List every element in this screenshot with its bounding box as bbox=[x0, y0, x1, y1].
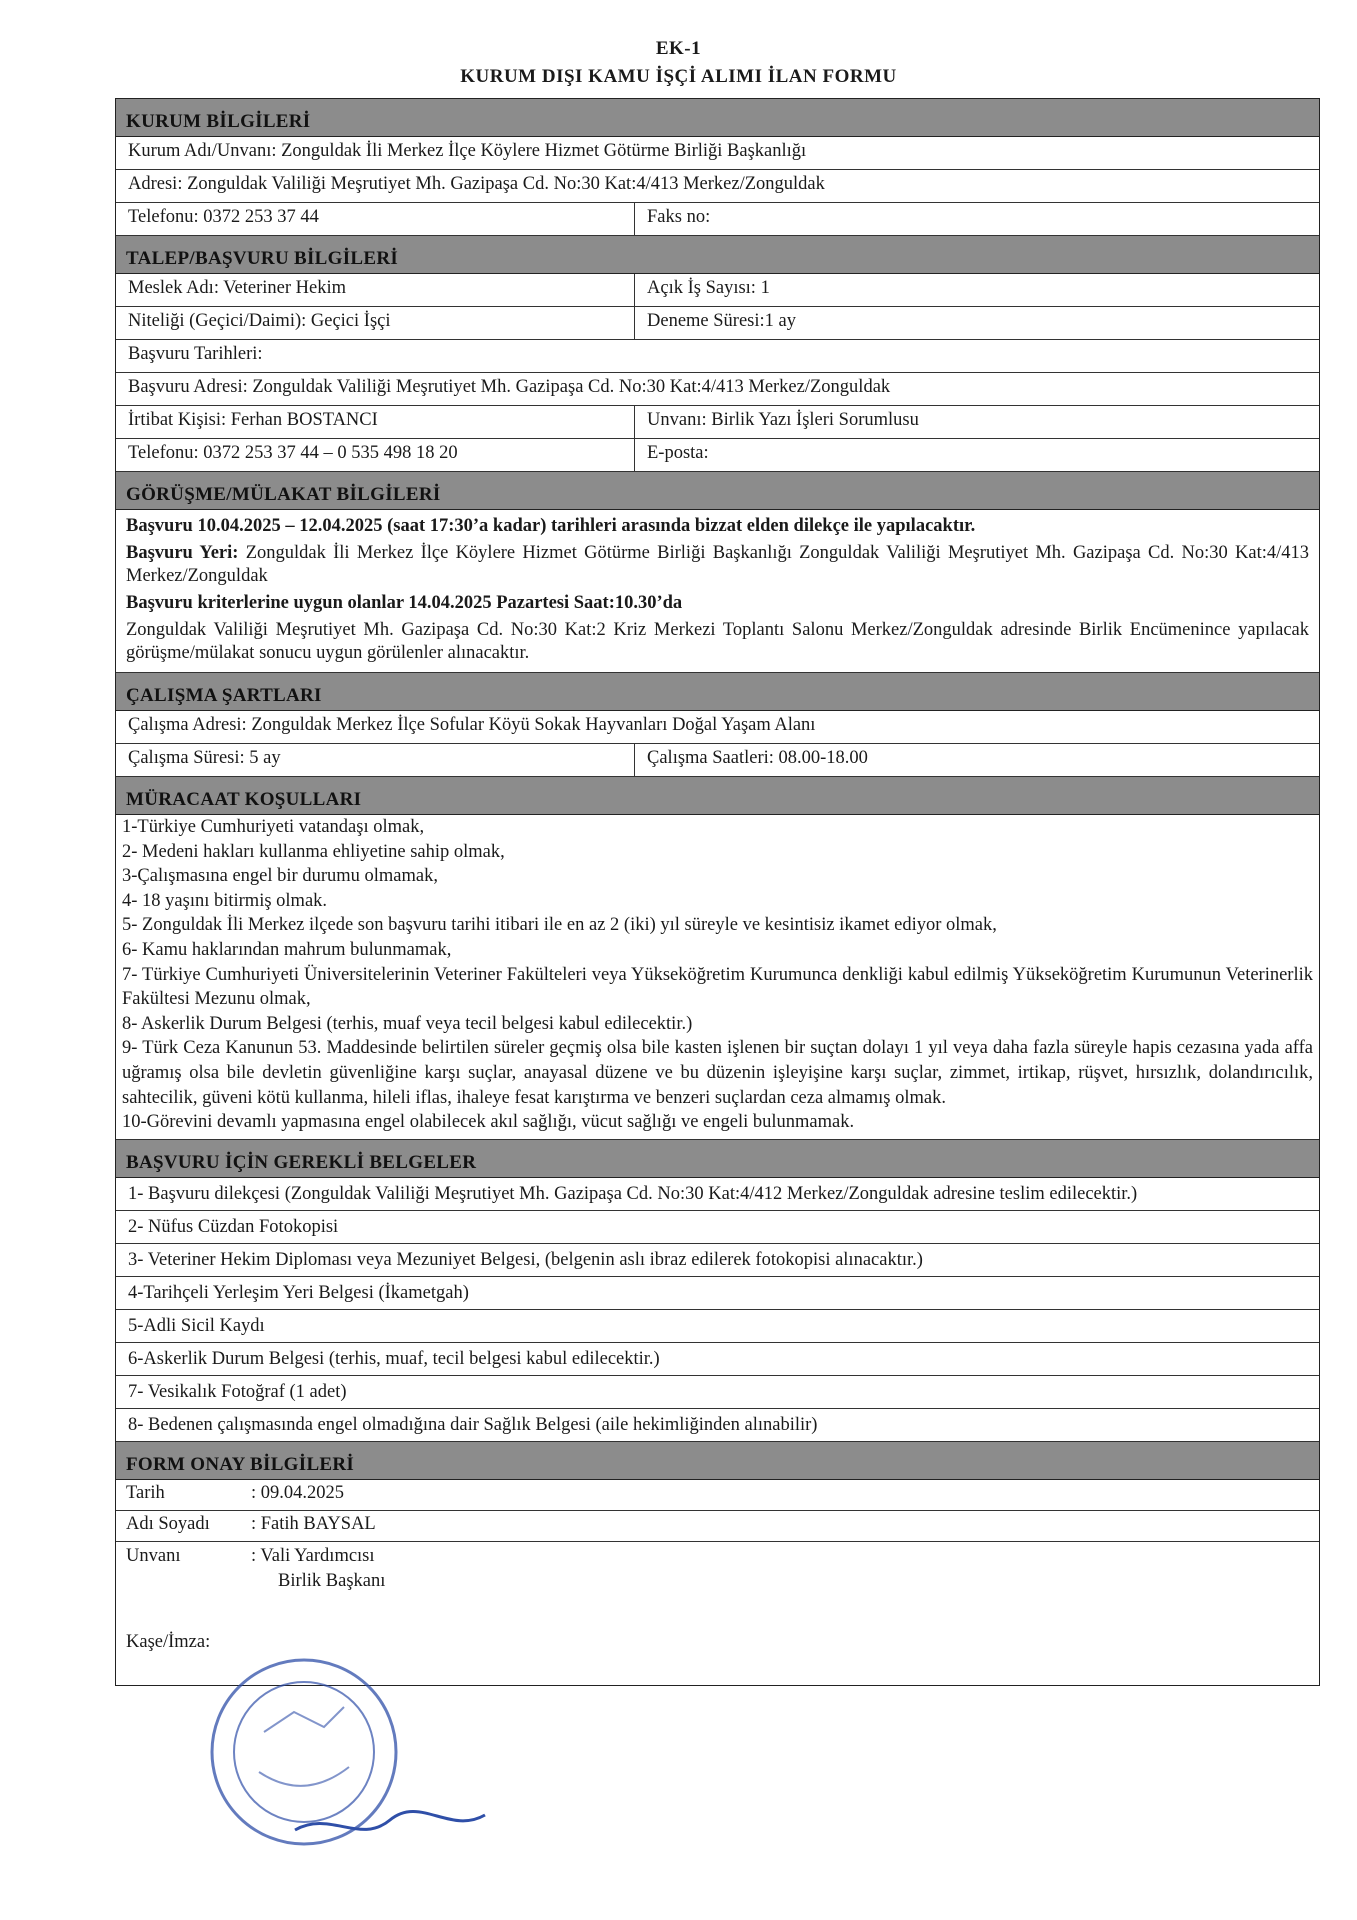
calisma-sure-row bbox=[116, 744, 1319, 777]
section-header-gorusme: GÖRÜŞME/MÜLAKAT BİLGİLERİ bbox=[116, 472, 1319, 510]
gorusme-basvuru-yeri bbox=[116, 540, 1319, 590]
unvan-value-2: Birlik Başkanı bbox=[278, 1570, 386, 1591]
section-header-onay: FORM ONAY BİLGİLERİ bbox=[116, 1442, 1319, 1480]
nitelik-row bbox=[116, 307, 1319, 340]
adi-soyadi-value: : Fatih BAYSAL bbox=[251, 1513, 376, 1534]
kurum-adi: Kurum Adı/Unvanı: Zonguldak İli Merkez İlçe Köylere Hizmet Götürme Birliği Başkanlığı bbox=[128, 141, 807, 161]
belge-item: 2- Nüfus Cüzdan Fotokopisi bbox=[116, 1211, 1319, 1244]
talep-iletisim-row bbox=[116, 439, 1319, 472]
irtibat-unvani: Unvanı: Birlik Yazı İşleri Sorumlusu bbox=[647, 410, 919, 430]
deneme-suresi: Deneme Süresi:1 ay bbox=[647, 311, 796, 331]
signature-icon bbox=[290, 1800, 490, 1850]
muracaat-list bbox=[116, 815, 1319, 1140]
calisma-adresi-row bbox=[116, 711, 1319, 744]
kase-imza-label: Kaşe/İmza: bbox=[126, 1631, 211, 1652]
tarih-value: : 09.04.2025 bbox=[251, 1482, 345, 1503]
kurum-adres: Adresi: Zonguldak Valiliği Meşrutiyet Mh. Gazipaşa Cd. No:30 Kat:4/413 Merkez/Zonguldak bbox=[128, 174, 825, 194]
kurum-adres-row bbox=[116, 170, 1319, 203]
gorusme-body bbox=[116, 510, 1319, 673]
unvan-value: : Vali Yardımcısı bbox=[251, 1545, 375, 1566]
kurum-iletisim-row bbox=[116, 203, 1319, 236]
section-header-kurum: KURUM BİLGİLERİ bbox=[116, 99, 1319, 137]
talep-telefon: Telefonu: 0372 253 37 44 – 0 535 498 18 20 bbox=[116, 439, 635, 471]
tarih-label: Tarih bbox=[126, 1482, 165, 1503]
list-item: 2- Medeni hakları kullanma ehliyetine sahip olmak, bbox=[122, 841, 505, 862]
irtibat-row bbox=[116, 406, 1319, 439]
belge-item: 3- Veteriner Hekim Diploması veya Mezuniyet Belgesi, (belgenin aslı ibraz edilerek fotokopisi alınacaktır.) bbox=[116, 1244, 1319, 1277]
belge-item: 5-Adli Sicil Kaydı bbox=[116, 1310, 1319, 1343]
gorusme-kriter: Başvuru kriterlerine uygun olanlar 14.04.2025 Pazartesi Saat:10.30’da bbox=[126, 593, 683, 613]
list-item: 3-Çalışmasına engel bir durumu olmamak, bbox=[122, 866, 438, 887]
onay-tarih-row bbox=[116, 1480, 1319, 1511]
list-item: 9- Türk Ceza Kanunun 53. Maddesinde belirtilen süreler geçmiş olsa bile kasten işlenen bir suçtan dolayı 1 yıl veya daha fazla süreyle hapis cezasına yada affa uğramış olsa bile devletin güvenliğine karşı suçlar, anayasal düzene ve bu düzenin işleyişine karşı suçlar, zimmet, irtikap, rüşvet, hırsızlık, dolandırıcılık, sahtecilik, güveni kötü kullanma, hileli iflas, ihaleye fesat karıştırma ve benzeri suçlardan ceza almamış olmak. bbox=[122, 1038, 1313, 1108]
list-item: 7- Türkiye Cumhuriyeti Üniversitelerinin Veteriner Fakülteleri veya Yükseköğretim Kurumunca denkliği kabul edilmiş Yükseköğretim Kurumunun Veterinerlik Fakültesi Mezunu olmak, bbox=[122, 964, 1313, 1010]
announcement-form bbox=[115, 98, 1320, 1686]
list-item: 6- Kamu haklarından mahrum bulunmamak, bbox=[122, 939, 452, 960]
list-item: 8- Askerlik Durum Belgesi (terhis, muaf veya tecil belgesi kabul edilecektir.) bbox=[122, 1013, 693, 1034]
list-item: 5- Zonguldak İli Merkez ilçede son başvuru tarihi itibari ile en az 2 (iki) yıl süreyle ve kesintisiz ikamet ediyor olmak, bbox=[122, 915, 997, 936]
adi-soyadi-label: Adı Soyadı bbox=[126, 1513, 210, 1534]
acik-is-sayisi: Açık İş Sayısı: 1 bbox=[647, 278, 770, 298]
basvuru-yeri-text: Zonguldak İli Merkez İlçe Köylere Hizmet Götürme Birliği Başkanlığı Zonguldak Valiliği Meşrutiyet Mh. Gazipaşa Cd. No:30 Kat:4/413 Merkez/Zonguldak bbox=[126, 543, 1309, 586]
kurum-telefon: Telefonu: 0372 253 37 44 bbox=[116, 203, 635, 235]
belge-item: 4-Tarihçeli Yerleşim Yeri Belgesi (İkametgah) bbox=[116, 1277, 1319, 1310]
belge-item: 7- Vesikalık Fotoğraf (1 adet) bbox=[116, 1376, 1319, 1409]
calisma-suresi: Çalışma Süresi: 5 ay bbox=[116, 744, 635, 776]
section-header-muracaat: MÜRACAAT KOŞULLARI bbox=[116, 777, 1319, 815]
belge-item: 6-Askerlik Durum Belgesi (terhis, muaf, tecil belgesi kabul edilecektir.) bbox=[116, 1343, 1319, 1376]
basvuru-adresi: Başvuru Adresi: Zonguldak Valiliği Meşrutiyet Mh. Gazipaşa Cd. No:30 Kat:4/413 Merkez/Zonguldak bbox=[128, 377, 891, 397]
calisma-saatleri: Çalışma Saatleri: 08.00-18.00 bbox=[647, 748, 868, 768]
annex-label: EK-1 bbox=[655, 38, 702, 59]
list-item: 10-Görevini devamlı yapmasına engel olabilecek akıl sağlığı, vücut sağlığı ve engeli bulunmamak. bbox=[122, 1112, 855, 1133]
gorusme-basvuru-tarih: Başvuru 10.04.2025 – 12.04.2025 (saat 17:30’a kadar) tarihleri arasında bizzat elden dilekçe ile yapılacaktır. bbox=[126, 516, 976, 536]
onay-adi-row bbox=[116, 1511, 1319, 1542]
talep-eposta: E-posta: bbox=[647, 443, 709, 463]
meslek-adi: Meslek Adı: Veteriner Hekim bbox=[116, 274, 635, 306]
calisma-adresi: Çalışma Adresi: Zonguldak Merkez İlçe Sofular Köyü Sokak Hayvanları Doğal Yaşam Alanı bbox=[128, 715, 816, 735]
basvuru-adresi-row bbox=[116, 373, 1319, 406]
irtibat-kisisi: İrtibat Kişisi: Ferhan BOSTANCI bbox=[116, 406, 635, 438]
list-item: 1-Türkiye Cumhuriyeti vatandaşı olmak, bbox=[122, 817, 425, 837]
kurum-faks: Faks no: bbox=[647, 207, 711, 227]
gorusme-yer: Zonguldak Valiliği Meşrutiyet Mh. Gazipaşa Cd. No:30 Kat:2 Kriz Merkezi Toplantı Salonu Merkez/Zonguldak adresinde Birlik Encümenince yapılacak görüşme/mülakat sonucu uygun görülenler alınacaktır. bbox=[126, 620, 1309, 663]
section-header-belgeler: BAŞVURU İÇİN GEREKLİ BELGELER bbox=[116, 1140, 1319, 1178]
onay-unvan bbox=[126, 1546, 385, 1592]
belge-item: 8- Bedenen çalışmasında engel olmadığına dair Sağlık Belgesi (aile hekimliğinden alınabilir) bbox=[116, 1409, 1319, 1442]
form-title: KURUM DIŞI KAMU İŞÇİ ALIMI İLAN FORMU bbox=[460, 66, 897, 87]
meslek-row bbox=[116, 274, 1319, 307]
basvuru-tarihleri: Başvuru Tarihleri: bbox=[128, 344, 263, 364]
unvan-label: Unvanı bbox=[126, 1545, 181, 1566]
basvuru-tarihleri-row bbox=[116, 340, 1319, 373]
nitelik: Niteliği (Geçici/Daimi): Geçici İşçi bbox=[116, 307, 635, 339]
section-header-calisma: ÇALIŞMA ŞARTLARI bbox=[116, 673, 1319, 711]
kurum-adi-row bbox=[116, 137, 1319, 170]
belge-item: 1- Başvuru dilekçesi (Zonguldak Valiliği Meşrutiyet Mh. Gazipaşa Cd. No:30 Kat:4/412 Merkez/Zonguldak adresine teslim edilecektir.) bbox=[116, 1178, 1319, 1211]
basvuru-yeri-label: Başvuru Yeri: bbox=[126, 543, 239, 563]
list-item: 4- 18 yaşını bitirmiş olmak. bbox=[122, 890, 328, 911]
section-header-talep: TALEP/BAŞVURU BİLGİLERİ bbox=[116, 236, 1319, 274]
